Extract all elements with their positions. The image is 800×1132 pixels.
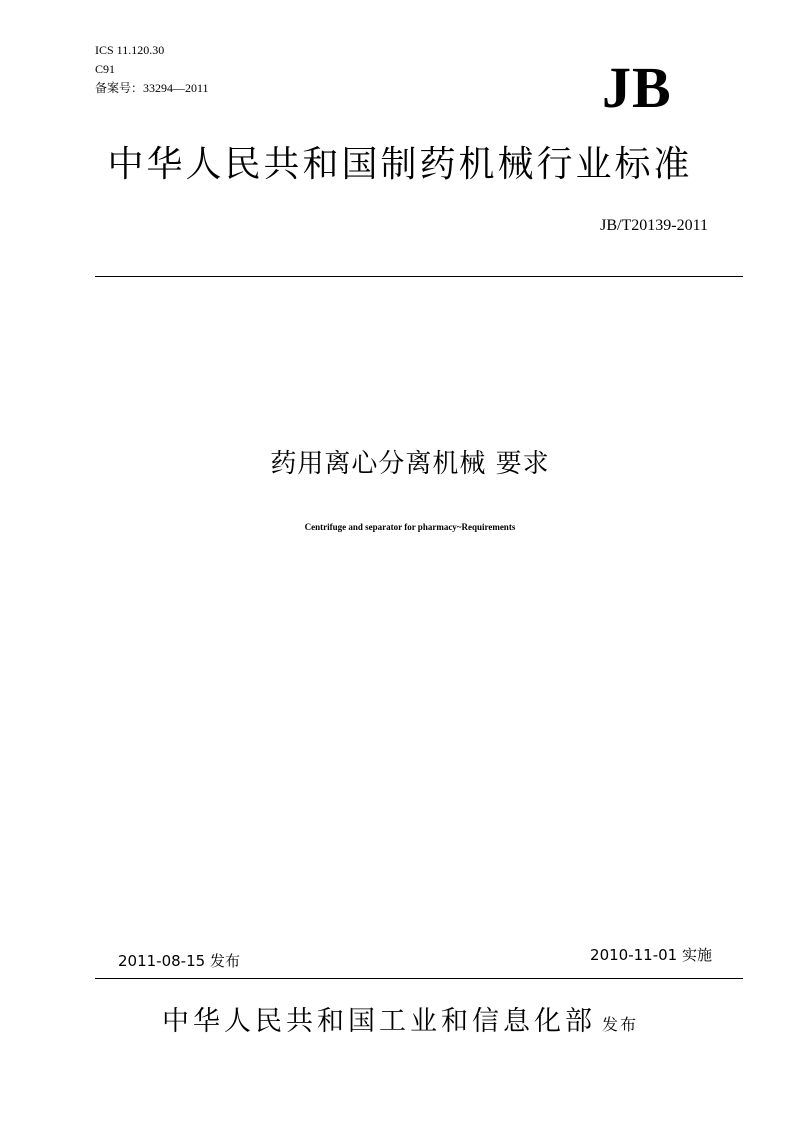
jb-logo: JB bbox=[602, 55, 672, 120]
document-title: 药用离心分离机械 要求 bbox=[270, 449, 550, 479]
implement-date: 2010-11-01 实施 bbox=[590, 946, 712, 964]
issuer bbox=[40, 1000, 760, 1047]
standard-number: JB/T20139-2011 bbox=[600, 217, 708, 234]
publish-date: 2011-08-15 发布 bbox=[118, 952, 240, 970]
top-divider bbox=[95, 276, 743, 277]
bottom-divider bbox=[95, 978, 743, 979]
org-standard-title: 中华人民共和国制药机械行业标准 bbox=[107, 144, 693, 185]
issuer-name: 中华人民共和国工业和信息化部 bbox=[161, 1006, 596, 1037]
issuer-suffix: 发布 bbox=[601, 1015, 638, 1034]
classification-code: C91 bbox=[95, 62, 116, 76]
ics-code: ICS 11.120.30 bbox=[95, 43, 165, 57]
document-title-english: Centrifuge and separator for pharmacy~Requirements bbox=[304, 522, 516, 532]
record-number: 备案号：33294—2011 bbox=[95, 81, 209, 95]
